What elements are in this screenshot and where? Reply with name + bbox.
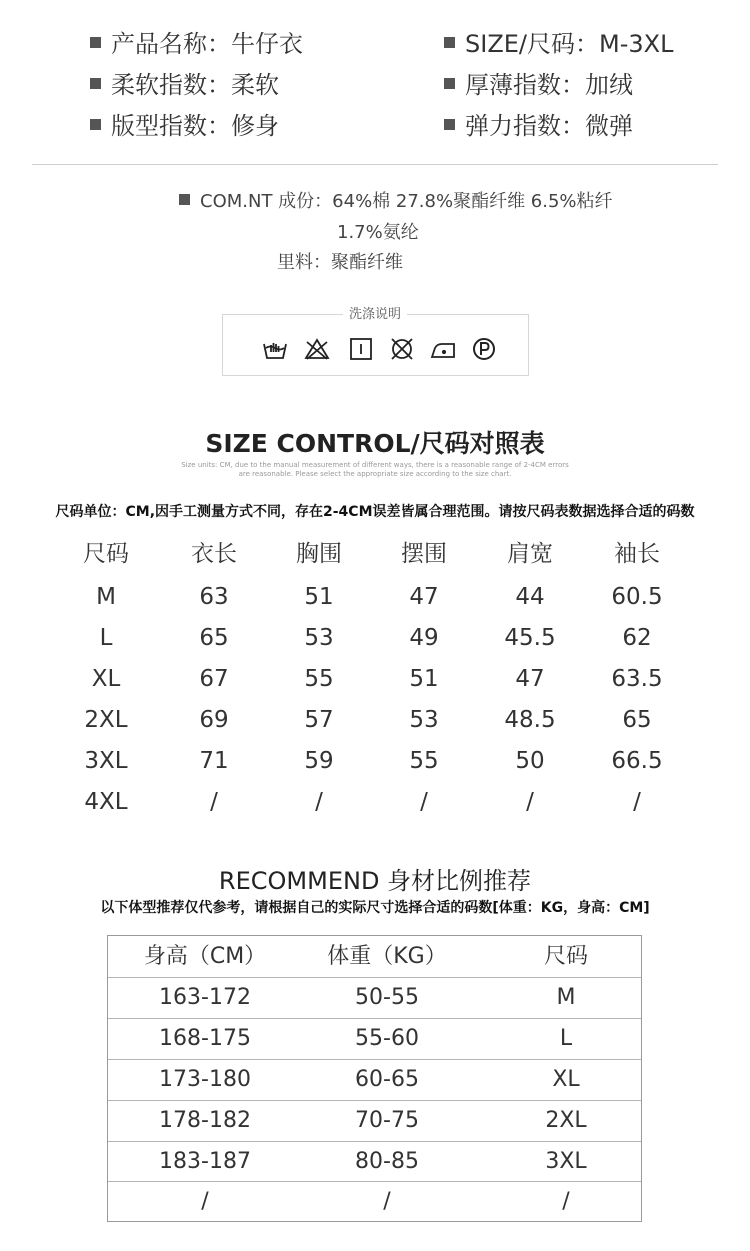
recommend-table-cell: 60-65	[355, 1067, 419, 1092]
recommend-table-cell: 50-55	[355, 985, 419, 1010]
size-table-cell: 63.5	[611, 666, 663, 692]
spec-text: SIZE/尺码：M-3XL	[465, 30, 674, 58]
recommend-table-cell: 168-175	[159, 1026, 251, 1051]
size-table-cell: 53	[304, 625, 334, 651]
recommend-table-cell: 163-172	[159, 985, 251, 1010]
recommend-table-cell: L	[559, 1026, 573, 1051]
no-tumble-dry-icon	[389, 336, 415, 362]
size-table-cell: 65	[622, 707, 652, 733]
recommend-table-cell: M	[556, 985, 576, 1010]
size-table-header: 袖长	[614, 541, 660, 567]
recommend-table-cell: /	[562, 1189, 570, 1214]
size-control-subnote-1: Size units: CM, due to the manual measurement of different ways, there is a reasonable range of 2-4CM errors	[181, 461, 569, 469]
size-table-cell: /	[315, 789, 323, 815]
composition-lining: 里料：聚酯纤维	[277, 252, 403, 273]
size-table-header: 肩宽	[507, 541, 553, 567]
size-table-cell: 66.5	[611, 748, 663, 774]
size-table-cell: 65	[199, 625, 229, 651]
recommend-row-divider	[108, 1018, 641, 1019]
size-table-header: 衣长	[191, 541, 237, 567]
spec-softness	[90, 70, 279, 100]
spec-text: 版型指数：修身	[111, 112, 279, 140]
size-table-cell: 50	[515, 748, 545, 774]
size-table-cell: 67	[199, 666, 229, 692]
composition-text: COM.NT 成份：64%棉 27.8%聚酯纤维 6.5%粘纤	[200, 191, 613, 212]
size-table-header: 胸围	[296, 541, 342, 567]
iron-low-icon	[430, 336, 456, 362]
recommend-table-cell: 183-187	[159, 1149, 251, 1174]
recommend-table-cell: /	[201, 1189, 209, 1214]
recommend-table-cell: 2XL	[545, 1108, 587, 1133]
spec-product-name	[90, 29, 303, 59]
washing-title-text: 洗涤说明	[343, 307, 407, 322]
size-table-cell: XL	[91, 666, 121, 692]
recommend-row-divider	[108, 977, 641, 978]
recommend-note: 以下体型推荐仅代参考，请根据自己的实际尺寸选择合适的码数[体重：KG，身高：CM]	[100, 900, 650, 916]
size-table-cell: /	[633, 789, 641, 815]
size-control-subnote-2: are reasonable. Please select the appropriate size according to the size chart.	[238, 470, 512, 478]
size-table-header: 摆围	[401, 541, 447, 567]
recommend-table-header: 体重（KG）	[327, 944, 447, 969]
section-divider	[32, 164, 718, 165]
bullet-square-icon	[444, 37, 455, 48]
no-bleach-icon	[304, 336, 330, 362]
size-table-cell: 49	[409, 625, 439, 651]
recommend-title: RECOMMEND 身材比例推荐	[218, 867, 532, 895]
size-table-cell: M	[96, 584, 116, 610]
spec-fit	[90, 111, 279, 141]
recommend-row-divider	[108, 1181, 641, 1182]
size-table-cell: 4XL	[84, 789, 128, 815]
spec-text: 厚薄指数：加绒	[465, 71, 633, 99]
size-table-cell: 51	[304, 584, 334, 610]
bullet-square-icon	[90, 78, 101, 89]
size-table-cell: 2XL	[84, 707, 128, 733]
size-control-note: 尺码单位：CM,因手工测量方式不同，存在2-4CM误差皆属合理范围。请按尺码表数据选择合适的码数	[55, 504, 695, 520]
size-table-cell: /	[420, 789, 428, 815]
size-table-cell: 63	[199, 584, 229, 610]
bullet-square-icon	[444, 119, 455, 130]
size-table-cell: 45.5	[504, 625, 556, 651]
size-control-title: SIZE CONTROL/尺码对照表	[205, 429, 545, 458]
composition-line-1	[179, 191, 613, 213]
size-table-cell: 55	[304, 666, 334, 692]
recommend-table-header: 尺码	[543, 944, 588, 969]
spec-size-range	[444, 29, 673, 59]
recommend-row-divider	[108, 1141, 641, 1142]
size-table-cell: 69	[199, 707, 229, 733]
size-table-cell: 60.5	[611, 584, 663, 610]
line-dry-icon	[348, 336, 374, 362]
spec-text: 产品名称：牛仔衣	[111, 30, 303, 58]
recommend-row-divider	[108, 1059, 641, 1060]
recommend-table-cell: XL	[552, 1067, 580, 1092]
size-table-cell: 62	[622, 625, 652, 651]
recommend-table-header: 身高（CM）	[143, 944, 267, 969]
recommend-table-cell: 178-182	[159, 1108, 251, 1133]
spec-text: 柔软指数：柔软	[111, 71, 279, 99]
hand-wash-icon	[262, 336, 288, 362]
size-table-cell: 59	[304, 748, 334, 774]
recommend-table-cell: 173-180	[159, 1067, 251, 1092]
bullet-square-icon	[444, 78, 455, 89]
size-table-cell: 47	[515, 666, 545, 692]
size-table-cell: /	[526, 789, 534, 815]
size-table-cell: /	[210, 789, 218, 815]
size-table-cell: L	[99, 625, 113, 651]
size-table-cell: 55	[409, 748, 439, 774]
size-table-cell: 47	[409, 584, 439, 610]
bullet-square-icon	[90, 119, 101, 130]
recommend-table-cell: 3XL	[545, 1149, 587, 1174]
recommend-table-cell: 55-60	[355, 1026, 419, 1051]
size-table-cell: 51	[409, 666, 439, 692]
size-table-cell: 57	[304, 707, 334, 733]
size-table-cell: 3XL	[84, 748, 128, 774]
washing-title	[0, 303, 750, 322]
size-table-cell: 44	[515, 584, 545, 610]
recommend-table-cell: 80-85	[355, 1149, 419, 1174]
recommend-table-cell: /	[383, 1189, 391, 1214]
recommend-row-divider	[108, 1100, 641, 1101]
spec-text: 弹力指数：微弹	[465, 112, 633, 140]
size-table-cell: 71	[199, 748, 229, 774]
size-table-cell: 53	[409, 707, 439, 733]
size-table-header: 尺码	[83, 541, 129, 567]
spec-elasticity	[444, 111, 633, 141]
composition-line-2: 1.7%氨纶	[337, 222, 419, 243]
bullet-square-icon	[90, 37, 101, 48]
recommend-table-cell: 70-75	[355, 1108, 419, 1133]
size-table-cell: 48.5	[504, 707, 556, 733]
dry-clean-p-icon	[471, 336, 497, 362]
bullet-square-icon	[179, 194, 190, 205]
spec-thickness	[444, 70, 633, 100]
